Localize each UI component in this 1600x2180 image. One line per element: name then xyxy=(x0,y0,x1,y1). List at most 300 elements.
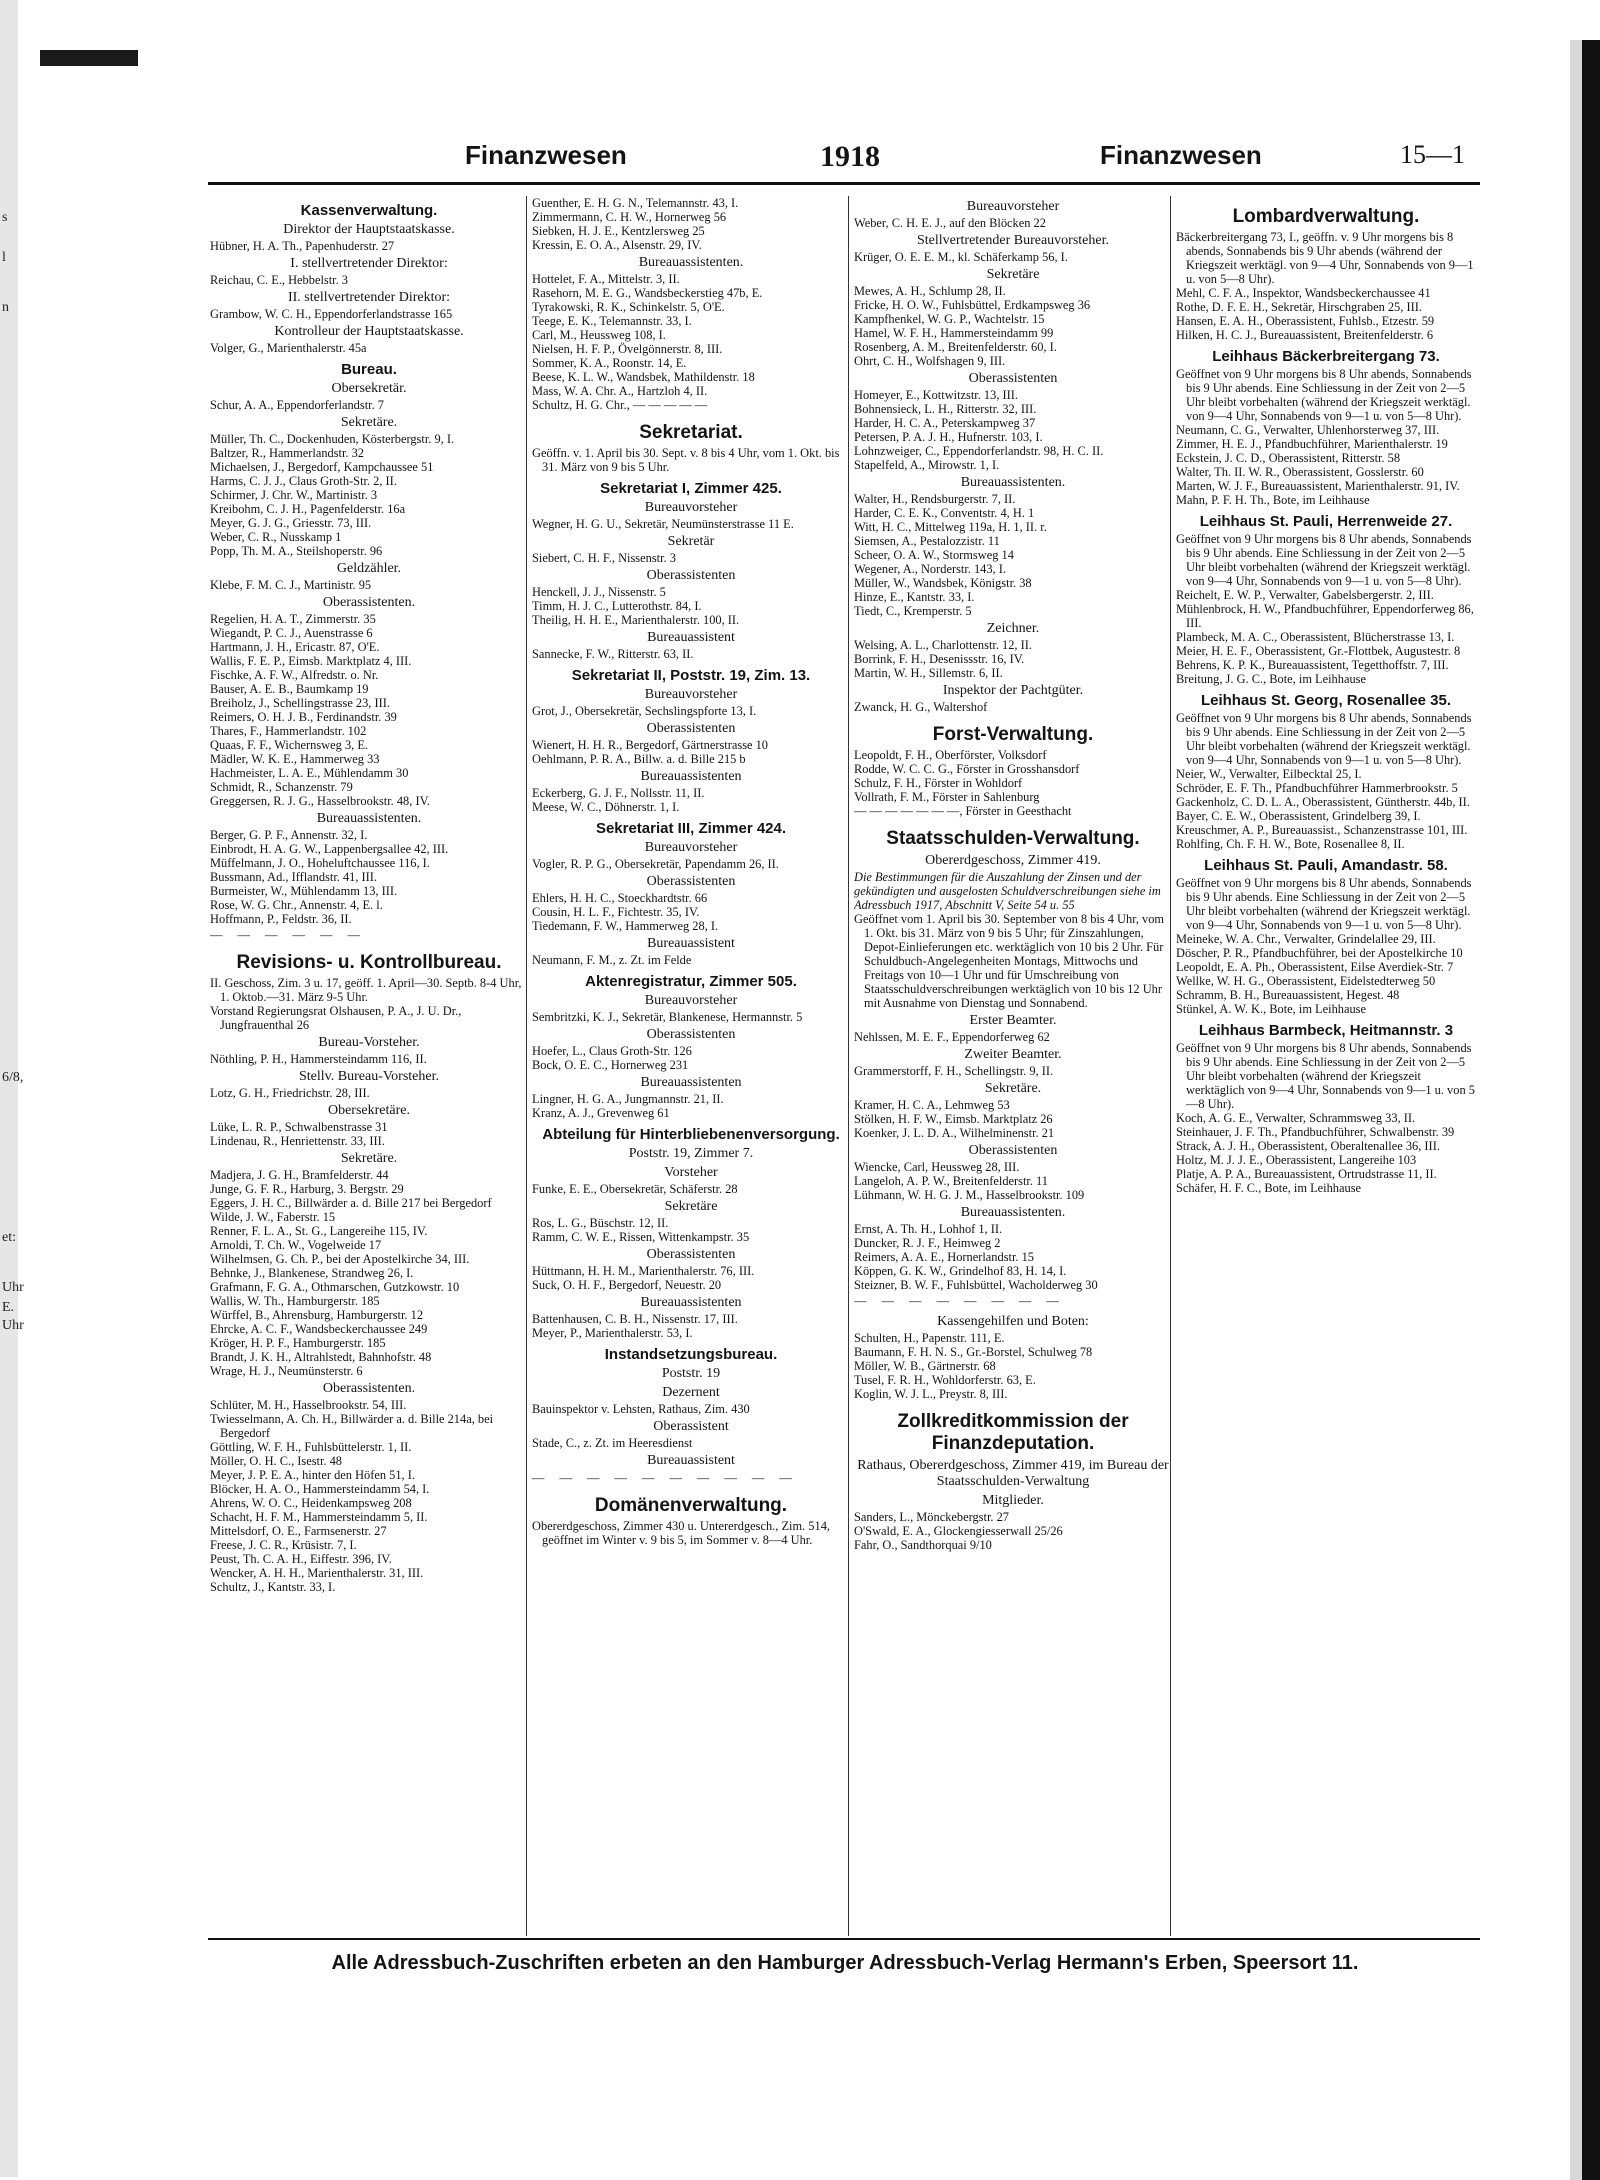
directory-entry: Wilhelmsen, G. Ch. P., bei der Apostelkirche 34, III. xyxy=(210,1252,470,1266)
subheading: Bureauvorsteher xyxy=(644,500,738,515)
directory-entry: Schulten, H., Papenstr. 111, E. xyxy=(854,1331,1005,1345)
directory-entry: Blöcker, H. A. O., Hammersteindamm 54, I. xyxy=(210,1482,430,1496)
subheading: Bureau-Vorsteher. xyxy=(318,1035,420,1050)
directory-entry: Schulz, F. H., Förster in Wohldorf xyxy=(854,776,1023,790)
directory-entry: II. Geschoss, Zim. 3 u. 17, geöff. 1. April—30. Septb. 8-4 Uhr, 1. Oktob.—31. März 9-5 Uhr. xyxy=(210,976,522,1004)
directory-entry: Michaelsen, J., Bergedorf, Kampchaussee 51 xyxy=(210,460,434,474)
scan-left-edge xyxy=(0,0,24,2177)
directory-entry: Lüke, L. R. P., Schwalbenstrasse 31 xyxy=(210,1120,388,1134)
subheading: II. stellvertretender Direktor: xyxy=(287,290,451,305)
subheading: Bureauvorsteher xyxy=(644,687,738,702)
subheading: Oberassistenten. xyxy=(322,595,416,610)
directory-entry: Müller, W., Wandsbek, Königstr. 38 xyxy=(854,576,1032,590)
directory-entry: Wilde, J. W., Faberstr. 15 xyxy=(210,1210,336,1224)
directory-entry: Peust, Th. C. A. H., Eiffestr. 396, IV. xyxy=(210,1552,392,1566)
subheading: Oberassistenten xyxy=(646,874,736,889)
directory-entry: Stölken, H. F. W., Eimsb. Marktplatz 26 xyxy=(854,1112,1053,1126)
directory-entry: Teege, E. K., Telemannstr. 33, I. xyxy=(532,314,692,328)
directory-entry: Geöffnet von 9 Uhr morgens bis 8 Uhr abends, Sonnabends bis 9 Uhr abends. Eine Schliessung in der Zeit von 2—5 Uhr bleibt vorbehalten (während der Kriegszeit werktägl. von 9—4 Uhr, Sonnabends von 9—1 u. von 5—8 Uhr). xyxy=(1176,711,1472,767)
directory-entry: Kramer, H. C. A., Lehmweg 53 xyxy=(854,1098,1010,1112)
margin-fragment: l xyxy=(2,250,6,265)
directory-entry: Mädler, W. K. E., Hammerweg 33 xyxy=(210,752,380,766)
directory-entry: Witt, H. C., Mittelweg 119a, H. 1, II. r. xyxy=(854,520,1047,534)
margin-fragment: Uhr xyxy=(2,1318,24,1333)
directory-entry: Göttling, W. F. H., Fuhlsbüttelerstr. 1, II. xyxy=(210,1440,412,1454)
subheading: Bureauassistent xyxy=(647,630,735,645)
directory-entry: Grammerstorff, F. H., Schellingstr. 9, II. xyxy=(854,1064,1054,1078)
subheading: Erster Beamter. xyxy=(969,1013,1057,1028)
directory-entry: Fahr, O., Sandthorquai 9/10 xyxy=(854,1538,992,1552)
section-title: Lombardverwaltung. xyxy=(1232,206,1420,227)
directory-entry: Mewes, A. H., Schlump 28, II. xyxy=(854,284,1006,298)
directory-entry: Geöffnet von 9 Uhr morgens bis 8 Uhr abends, Sonnabends bis 9 Uhr abends. Eine Schliessung in der Zeit von 2—5 Uhr bleibt vorbehalten (während der Kriegszeit werktäglich von 9—4 Uhr, Sonnabends von 9—1 u. von 5—8 Uhr). xyxy=(1176,1041,1475,1111)
subheading: Mitglieder. xyxy=(982,1493,1044,1508)
directory-entry: Neumann, F. M., z. Zt. im Felde xyxy=(532,953,692,967)
footer-rule xyxy=(208,1938,1480,1940)
directory-entry: Regelien, H. A. T., Zimmerstr. 35 xyxy=(210,612,376,626)
directory-entry: Tusel, F. R. H., Wohldorferstr. 63, E. xyxy=(854,1373,1036,1387)
section-title: Sekretariat. xyxy=(639,422,743,443)
directory-entry: Nöthling, P. H., Hammersteindamm 116, II. xyxy=(210,1052,427,1066)
subheading: Stellvertretender Bureauvorsteher. xyxy=(916,233,1110,248)
directory-entry: Wegner, H. G. U., Sekretär, Neumünsterstrasse 11 E. xyxy=(532,517,794,531)
margin-fragment: et: xyxy=(2,1230,16,1245)
directory-entry: Behnke, J., Blankenese, Strandweg 26, I. xyxy=(210,1266,414,1280)
directory-entry: Ros, L. G., Büschstr. 12, II. xyxy=(532,1216,669,1230)
directory-entry: Wrage, H. J., Neumünsterstr. 6 xyxy=(210,1364,363,1378)
directory-entry: Geöffnet von 9 Uhr morgens bis 8 Uhr abends, Sonnabends bis 9 Uhr abends. Eine Schliessung in der Zeit von 2—5 Uhr bleibt vorbehalten (während der Kriegszeit werktägl. von 9—4 Uhr, Sonnabends von 9—1 u. von 5—8 Uhr). xyxy=(1176,876,1472,932)
subheading: Bureauassistenten xyxy=(640,1295,742,1310)
section-title: Revisions- u. Kontrollbureau. xyxy=(236,952,502,973)
directory-entry: Kranz, A. J., Grevenweg 61 xyxy=(532,1106,670,1120)
directory-entry: Zimmermann, C. H. W., Hornerweg 56 xyxy=(532,210,727,224)
section-heading: Leihhaus Barmbeck, Heitmannstr. 3 xyxy=(1198,1022,1454,1039)
directory-entry: Madjera, J. G. H., Bramfelderstr. 44 xyxy=(210,1168,389,1182)
directory-entry: Weber, C. R., Nusskamp 1 xyxy=(210,530,342,544)
directory-entry: Krüger, O. E. E. M., kl. Schäferkamp 56, I. xyxy=(854,250,1068,264)
directory-entry: Renner, F. L. A., St. G., Langereihe 115, IV. xyxy=(210,1224,428,1238)
directory-entry: Walter, Th. II. W. R., Oberassistent, Gosslerstr. 60 xyxy=(1176,465,1424,479)
subheading: Sekretäre xyxy=(664,1199,718,1214)
directory-entry: Vollrath, F. M., Förster in Sahlenburg xyxy=(854,790,1040,804)
directory-entry: Freese, J. C. R., Krüsistr. 7, I. xyxy=(210,1538,357,1552)
subheading: Obersekretär. xyxy=(331,381,407,396)
directory-entry: Rasehorn, M. E. G., Wandsbeckerstieg 47b, E. xyxy=(532,286,763,300)
location-note: Kassengehilfen und Boten: xyxy=(937,1314,1089,1329)
directory-entry: Vorstand Regierungsrat Olshausen, P. A., J. U. Dr., Jungfrauenthal 26 xyxy=(210,1004,462,1032)
directory-entry: Gackenholz, C. D. L. A., Oberassistent, Güntherstr. 44b, II. xyxy=(1176,795,1470,809)
margin-fragment: E. xyxy=(2,1300,15,1315)
directory-entry: Hilken, H. C. J., Bureauassistent, Breitenfelderstr. 6 xyxy=(1176,328,1434,342)
subheading: Bureauassistenten xyxy=(640,1075,742,1090)
directory-entry: Mühlenbrock, H. W., Pfandbuchführer, Eppendorferweg 86, III. xyxy=(1176,602,1474,630)
directory-entry: Bayer, C. E. W., Oberassistent, Grindelberg 39, I. xyxy=(1176,809,1421,823)
directory-entry: Greggersen, R. J. G., Hasselbrookstr. 48, IV. xyxy=(210,794,431,808)
directory-entry: Ernst, A. Th. H., Lohhof 1, II. xyxy=(854,1222,1003,1236)
directory-entry: Meier, H. E. F., Oberassistent, Gr.-Flottbek, Augustestr. 8 xyxy=(1176,644,1461,658)
directory-entry: Müller, Th. C., Dockenhuden, Kösterbergstr. 9, I. xyxy=(210,432,455,446)
subheading: Stellv. Bureau-Vorsteher. xyxy=(299,1069,439,1084)
subheading: Direktor der Hauptstaatskasse. xyxy=(283,222,455,237)
directory-entry: Brandt, J. K. H., Altrahlstedt, Bahnhofstr. 48 xyxy=(210,1350,432,1364)
directory-entry: Berger, G. P. F., Annenstr. 32, I. xyxy=(210,828,368,842)
directory-entry: Wegener, A., Norderstr. 143, I. xyxy=(854,562,1006,576)
section-heading: Sekretariat I, Zimmer 425. xyxy=(600,480,782,497)
directory-entry: Nielsen, H. F. P., Övelgönnerstr. 8, III. xyxy=(532,342,723,356)
section-heading: Leihhaus St. Pauli, Amandastr. 58. xyxy=(1204,857,1448,874)
directory-entry: Bussmann, Ad., Ifflandstr. 41, III. xyxy=(210,870,378,884)
directory-entry: Reichelt, E. W. P., Verwalter, Gabelsbergerstr. 2, III. xyxy=(1176,588,1434,602)
directory-entry: Tiedemann, F. W., Hammerweg 28, I. xyxy=(532,919,719,933)
section-heading: Aktenregistratur, Zimmer 505. xyxy=(585,973,797,990)
subheading: I. stellvertretender Direktor: xyxy=(290,256,448,271)
directory-entry: Schmidt, R., Schanzenstr. 79 xyxy=(210,780,353,794)
section-heading: Sekretariat III, Zimmer 424. xyxy=(595,820,787,837)
directory-entry: Mittelsdorf, O. E., Farmsenerstr. 27 xyxy=(210,1524,387,1538)
directory-entry: Bock, O. E. C., Hornerweg 231 xyxy=(532,1058,689,1072)
header-year: 1918 xyxy=(820,140,880,173)
directory-entry: Lindenau, R., Henriettenstr. 33, III. xyxy=(210,1134,385,1148)
directory-entry: Lotz, G. H., Friedrichstr. 28, III. xyxy=(210,1086,370,1100)
italic-note: Die Bestimmungen für die Auszahlung der Zinsen und der gekündigten und ausgelosten Schuldverschreibungen siehe im Adressbuch 1917, Abschnitt V, Seite 54 u. 55 xyxy=(854,870,1161,912)
scan-right-shadow xyxy=(1570,40,1582,2180)
directory-entry: Lohnzweiger, C., Eppendorferlandstr. 98, H. C. II. xyxy=(854,444,1104,458)
directory-entry: Möller, W. B., Gärtnerstr. 68 xyxy=(854,1359,996,1373)
directory-entry: Vogler, R. P. G., Obersekretär, Papendamm 26, II. xyxy=(532,857,779,871)
directory-entry: Bohnensieck, L. H., Ritterstr. 32, III. xyxy=(854,402,1037,416)
directory-entry: Eckerberg, G. J. F., Nollsstr. 11, II. xyxy=(532,786,705,800)
subheading: Bureauassistenten. xyxy=(960,1205,1066,1220)
directory-entry: Plambeck, M. A. C., Oberassistent, Blücherstrasse 13, I. xyxy=(1176,630,1455,644)
directory-entry: Schur, A. A., Eppendorferlandstr. 7 xyxy=(210,398,384,412)
directory-entry: Ramm, C. W. E., Rissen, Wittenkampstr. 35 xyxy=(532,1230,750,1244)
directory-entry: Rohlfing, Ch. F. H. W., Bote, Rosenallee 8, II. xyxy=(1176,837,1405,851)
directory-entry: Oehlmann, P. R. A., Billw. a. d. Bille 215 b xyxy=(532,752,746,766)
directory-entry: Eckstein, J. C. D., Oberassistent, Ritterstr. 58 xyxy=(1176,451,1401,465)
directory-entry: Bäckerbreitergang 73, I., geöffn. v. 9 Uhr morgens bis 8 abends, Sonnabends bis 9 Uhr abends (während der Kriegszeit werktägl. von 9—4 Uhr, Sonnabends von 9—1 u. von 5—8 Uhr). xyxy=(1176,230,1474,286)
section-heading: Abteilung für Hinterbliebenenversorgung. xyxy=(542,1126,840,1143)
directory-entry: Theilig, H. H. E., Marienthalerstr. 100, II. xyxy=(532,613,740,627)
directory-entry: Bauinspektor v. Lehsten, Rathaus, Zim. 430 xyxy=(532,1402,750,1416)
directory-entry: Siebert, C. H. F., Nissenstr. 3 xyxy=(532,551,676,565)
subheading: Geldzähler. xyxy=(336,561,402,576)
directory-entry: Fischke, A. F. W., Alfredstr. o. Nr. xyxy=(210,668,379,682)
directory-entry: Rose, W. G. Chr., Annenstr. 4, E. l. xyxy=(210,898,383,912)
directory-entry: Siemsen, A., Pestalozzistr. 11 xyxy=(854,534,1000,548)
directory-entry: Schultz, J., Kantstr. 33, I. xyxy=(210,1580,336,1594)
directory-entry: Hansen, E. A. H., Oberassistent, Fuhlsb., Etzestr. 59 xyxy=(1176,314,1435,328)
directory-entry: Schramm, B. H., Bureauassistent, Hegest. 48 xyxy=(1176,988,1400,1002)
directory-entry: Tiedt, C., Kremperstr. 5 xyxy=(854,604,972,618)
directory-entry: Nehlssen, M. E. F., Eppendorferweg 62 xyxy=(854,1030,1050,1044)
margin-fragment: n xyxy=(2,300,9,315)
directory-entry: Grot, J., Obersekretär, Sechslingspforte 13, I. xyxy=(532,704,757,718)
directory-entry: Carl, M., Heussweg 108, I. xyxy=(532,328,666,342)
section-heading: Leihhaus St. Georg, Rosenallee 35. xyxy=(1200,692,1452,709)
column-3 xyxy=(854,196,1172,1936)
directory-entry: Hinze, E., Kantstr. 33, I. xyxy=(854,590,975,604)
directory-entry: Cousin, H. L. F., Fichtestr. 35, IV. xyxy=(532,905,700,919)
directory-entry: Reimers, O. H. J. B., Ferdinandstr. 39 xyxy=(210,710,397,724)
section-heading: Leihhaus Bäckerbreitergang 73. xyxy=(1212,348,1440,365)
subheading: Oberassistenten xyxy=(968,1143,1058,1158)
subheading: Zweiter Beamter. xyxy=(964,1047,1062,1062)
section-title: Staatsschulden-Verwaltung. xyxy=(886,828,1140,849)
directory-entry: Schultz, H. G. Chr., — — — — — xyxy=(532,398,708,412)
directory-entry: Koch, A. G. E., Verwalter, Schrammsweg 33, II. xyxy=(1176,1111,1416,1125)
page-number: 15—1 xyxy=(1400,140,1465,169)
location-note: Rathaus, Obererdgeschoss, Zimmer 419, im Bureau der Staatsschulden-Verwaltung xyxy=(857,1458,1169,1489)
separator-dashes: — — — — — — xyxy=(210,928,366,942)
directory-entry: Siebken, H. J. E., Kentzlersweg 25 xyxy=(532,224,705,238)
publisher-footer: Alle Adressbuch-Zuschriften erbeten an den Hamburger Adressbuch-Verlag Hermann's Erben, Speersort 11. xyxy=(331,1952,1359,1974)
subheading: Zeichner. xyxy=(986,621,1040,636)
directory-entry: Hoffmann, P., Feldstr. 36, II. xyxy=(210,912,352,926)
column-4 xyxy=(1176,196,1476,1936)
directory-entry: Lühmann, W. H. G. J. M., Hasselbrookstr. 109 xyxy=(854,1188,1085,1202)
directory-entry: Ahrens, W. O. C., Heidenkampsweg 208 xyxy=(210,1496,412,1510)
subheading: Bureauassistent xyxy=(647,1453,735,1468)
directory-entry: Müffelmann, J. O., Hoheluftchaussee 116, I. xyxy=(210,856,430,870)
directory-entry: Wellke, W. H. G., Oberassistent, Eidelstedterweg 50 xyxy=(1176,974,1436,988)
directory-entry: Junge, G. F. R., Harburg, 3. Bergstr. 29 xyxy=(210,1182,404,1196)
directory-page xyxy=(180,120,1480,2040)
directory-entry: Mehl, C. F. A., Inspektor, Wandsbeckerchaussee 41 xyxy=(1176,286,1431,300)
subheading: Inspektor der Pachtgüter. xyxy=(942,683,1084,698)
directory-entry: Kreuschmer, A. P., Bureauassist., Schanzenstrasse 101, III. xyxy=(1176,823,1468,837)
directory-entry: Breiholz, J., Schellingstrasse 23, III. xyxy=(210,696,390,710)
subheading: Oberassistenten. xyxy=(322,1381,416,1396)
subheading: Bureauvorsteher xyxy=(966,199,1060,214)
directory-entry: Harder, H. C. A., Peterskampweg 37 xyxy=(854,416,1036,430)
directory-entry: Mahn, P. F. H. Th., Bote, im Leihhause xyxy=(1176,493,1370,507)
subheading: Bureauassistenten. xyxy=(960,475,1066,490)
subheading: Oberassistenten xyxy=(646,568,736,583)
directory-entry: Tyrakowski, R. K., Schinkelstr. 5, O'E. xyxy=(532,300,725,314)
section-heading: Instandsetzungsbureau. xyxy=(604,1346,778,1363)
subheading: Bureauassistenten. xyxy=(638,255,744,270)
separator-dashes: — — — — — — — — xyxy=(854,1294,1065,1308)
subheading: Sekretäre xyxy=(986,267,1040,282)
directory-entry: Döscher, P. R., Pfandbuchführer, bei der Apostelkirche 10 xyxy=(1176,946,1463,960)
subheading: Obersekretäre. xyxy=(327,1103,410,1118)
directory-entry: Beese, K. L. W., Wandsbek, Mathildenstr. 18 xyxy=(532,370,755,384)
directory-entry: Henckell, J. J., Nissenstr. 5 xyxy=(532,585,666,599)
section-heading: Sekretariat II, Poststr. 19, Zim. 13. xyxy=(571,667,811,684)
directory-entry: Platje, A. P. A., Bureauassistent, Ortrudstrasse 11, II. xyxy=(1176,1167,1437,1181)
location-note: Poststr. 19 xyxy=(661,1366,721,1381)
directory-entry: Grafmann, F. G. A., Othmarschen, Gutzkowstr. 10 xyxy=(210,1280,460,1294)
header-right-title: Finanzwesen xyxy=(1100,140,1262,170)
subheading: Vorsteher xyxy=(664,1165,718,1180)
directory-entry: Stade, C., z. Zt. im Heeresdienst xyxy=(532,1436,693,1450)
directory-entry: Hoefer, L., Claus Groth-Str. 126 xyxy=(532,1044,692,1058)
directory-entry: Leopoldt, E. A. Ph., Oberassistent, Eilse Averdiek-Str. 7 xyxy=(1176,960,1454,974)
directory-entry: Funke, E. E., Obersekretär, Schäferstr. 28 xyxy=(532,1182,738,1196)
directory-entry: Einbrodt, H. A. G. W., Lappenbergsallee 42, III. xyxy=(210,842,449,856)
directory-entry: Homeyer, E., Kottwitzstr. 13, III. xyxy=(854,388,1018,402)
directory-entry: Geöffn. v. 1. April bis 30. Sept. v. 8 bis 4 Uhr, vom 1. Okt. bis 31. März von 9 bis 5 Uhr. xyxy=(532,446,840,474)
subheading: Sekretäre. xyxy=(340,415,398,430)
directory-entry: Walter, H., Rendsburgerstr. 7, II. xyxy=(854,492,1016,506)
directory-entry: Martin, W. H., Sillemstr. 6, II. xyxy=(854,666,1003,680)
subheading: Oberassistenten xyxy=(646,721,736,736)
margin-fragment: Uhr xyxy=(2,1280,24,1295)
directory-entry: Würffel, B., Ahrensburg, Hamburgerstr. 12 xyxy=(210,1308,424,1322)
subheading: Oberassistenten xyxy=(646,1027,736,1042)
section-heading: Leihhaus St. Pauli, Herrenweide 27. xyxy=(1199,513,1453,530)
directory-entry: Battenhausen, C. B. H., Nissenstr. 17, III. xyxy=(532,1312,738,1326)
directory-entry: Mass, W. A. Chr. A., Hartzloh 4, II. xyxy=(532,384,708,398)
directory-entry: Sembritzki, K. J., Sekretär, Blankenese, Hermannstr. 5 xyxy=(532,1010,803,1024)
directory-entry: Grambow, W. C. H., Eppendorferlandstrasse 165 xyxy=(210,307,453,321)
directory-entry: Neier, W., Verwalter, Eilbecktal 25, I. xyxy=(1176,767,1362,781)
directory-entry: Stünkel, A. W. K., Bote, im Leihhause xyxy=(1176,1002,1366,1016)
directory-entry: Meyer, J. P. E. A., hinter den Höfen 51, I. xyxy=(210,1468,415,1482)
directory-entry: Popp, Th. M. A., Steilshoperstr. 96 xyxy=(210,544,383,558)
directory-entry: Wallis, F. E. P., Eimsb. Marktplatz 4, III. xyxy=(210,654,412,668)
directory-entry: Rosenberg, A. M., Breitenfelderstr. 60, I. xyxy=(854,340,1057,354)
directory-entry: Köppen, G. K. W., Grindelhof 83, H. 14, I. xyxy=(854,1264,1067,1278)
subheading: Oberassistenten xyxy=(646,1247,736,1262)
directory-entry: Stapelfeld, A., Mirowstr. 1, I. xyxy=(854,458,1000,472)
column-divider xyxy=(848,196,849,1936)
directory-entry: Hamel, W. F. H., Hammersteindamm 99 xyxy=(854,326,1054,340)
subheading: Bureauassistenten xyxy=(640,769,742,784)
directory-entry: Leopoldt, F. H., Oberförster, Volksdorf xyxy=(854,748,1047,762)
directory-entry: Baltzer, R., Hammerlandstr. 32 xyxy=(210,446,365,460)
directory-entry: Klebe, F. M. C. J., Martinistr. 95 xyxy=(210,578,372,592)
directory-entry: Quaas, F. F., Wichernsweg 3, E. xyxy=(210,738,368,752)
subheading: Dezernent xyxy=(662,1385,720,1400)
subheading: Bureauassistenten. xyxy=(316,811,422,826)
directory-entry: Petersen, P. A. J. H., Hufnerstr. 103, I. xyxy=(854,430,1043,444)
directory-entry: Rothe, D. F. E. H., Sekretär, Hirschgraben 25, III. xyxy=(1176,300,1422,314)
directory-entry: Kressin, E. O. A., Alsenstr. 29, IV. xyxy=(532,238,702,252)
directory-entry: Schröder, E. F. Th., Pfandbuchführer Hammerbrookstr. 5 xyxy=(1176,781,1458,795)
subheading: Bureauvorsteher xyxy=(644,993,738,1008)
section-title: Forst-Verwaltung. xyxy=(932,724,1094,745)
margin-fragment: s xyxy=(2,210,8,225)
directory-entry: Langeloh, A. P. W., Breitenfelderstr. 11 xyxy=(854,1174,1048,1188)
directory-entry: Harms, C. J. J., Claus Groth-Str. 2, II. xyxy=(210,474,397,488)
directory-entry: Duncker, R. J. F., Heimweg 2 xyxy=(854,1236,1001,1250)
directory-entry: Schlüter, M. H., Hasselbrookstr. 54, III. xyxy=(210,1398,407,1412)
directory-entry: Möller, O. H. C., Isestr. 48 xyxy=(210,1454,343,1468)
directory-entry: Timm, H. J. C., Lutterothstr. 84, I. xyxy=(532,599,702,613)
directory-entry: Sommer, K. A., Roonstr. 14, E. xyxy=(532,356,687,370)
subheading: Kontrolleur der Hauptstaatskasse. xyxy=(274,324,464,339)
directory-entry: Koenker, J. L. D. A., Wilhelminenstr. 21 xyxy=(854,1126,1055,1140)
directory-entry: Reimers, A. A. E., Hornerlandstr. 15 xyxy=(854,1250,1034,1264)
header-rule xyxy=(208,182,1480,185)
directory-entry: Kreibohm, C. J. H., Pagenfelderstr. 16a xyxy=(210,502,406,516)
directory-entry: Twiesselmann, A. Ch. H., Billwärder a. d. Bille 214a, bei Bergedorf xyxy=(210,1412,494,1440)
directory-entry: Meyer, G. J. G., Griesstr. 73, III. xyxy=(210,516,372,530)
directory-entry: Guenther, E. H. G. N., Telemannstr. 43, I. xyxy=(532,196,739,210)
location-note: Poststr. 19, Zimmer 7. xyxy=(628,1146,754,1161)
section-title: Zollkreditkommission der Finanzdeputation. xyxy=(897,1411,1129,1454)
directory-entry: Arnoldi, T. Ch. W., Vogelweide 17 xyxy=(210,1238,382,1252)
directory-entry: Zwanck, H. G., Waltershof xyxy=(854,700,988,714)
directory-entry: Geöffnet von 9 Uhr morgens bis 8 Uhr abends, Sonnabends bis 9 Uhr abends. Eine Schliessung in der Zeit von 2—5 Uhr bleibt vorbehalten (während der Kriegszeit werktägl. von 9—4 Uhr, Sonnabends von 9—1 u. von 5—8 Uhr). xyxy=(1176,532,1472,588)
directory-entry: Geöffnet von 9 Uhr morgens bis 8 Uhr abends, Sonnabends bis 9 Uhr abends. Eine Schliessung in der Zeit von 2—5 Uhr bleibt vorbehalten (während der Kriegszeit werktägl. von 9—4 Uhr, Sonnabends von 9—1 u. von 5—8 Uhr). xyxy=(1176,367,1472,423)
directory-entry: Wiegandt, P. C. J., Auenstrasse 6 xyxy=(210,626,373,640)
directory-entry: Hachmeister, L. A. E., Mühlendamm 30 xyxy=(210,766,409,780)
directory-entry: Behrens, K. P. K., Bureauassistent, Tegetthoffstr. 7, III. xyxy=(1176,658,1449,672)
section-heading: Bureau. xyxy=(341,361,397,378)
section-heading: Kassenverwaltung. xyxy=(300,202,438,219)
location-note: Obererdgeschoss, Zimmer 419. xyxy=(925,853,1101,868)
subheading: Sekretäre. xyxy=(340,1151,398,1166)
subheading: Oberassistent xyxy=(653,1419,729,1434)
directory-entry: Harder, C. E. K., Conventstr. 4, H. 1 xyxy=(854,506,1035,520)
directory-entry: Sannecke, F. W., Ritterstr. 63, II. xyxy=(532,647,694,661)
directory-entry: Thares, F., Hammerlandstr. 102 xyxy=(210,724,367,738)
directory-entry: — — — — — — —, Förster in Geesthacht xyxy=(854,804,1072,818)
column-divider xyxy=(526,196,527,1936)
scan-right-edge xyxy=(1582,40,1600,2180)
directory-entry: Geöffnet vom 1. April bis 30. September von 8 bis 4 Uhr, vom 1. Okt. bis 31. März von 9 bis 5 Uhr; für Zinszahlungen, Depot-Einlieferungen etc. werktäglich von 10 bis 2 Uhr. Für Schuldbuch-Angelegenheiten Montags, Mittwochs und Freitags von 10—1 Uhr und für Umschreibung von Staatsschuldverschreibungen werktäglich von 10 bis 12 Uhr mit Ausnahme von Dienstag und Sonnabend. xyxy=(854,912,1165,1010)
directory-entry: O'Swald, E. A., Glockengiesserwall 25/26 xyxy=(854,1524,1063,1538)
directory-entry: Sanders, L., Mönckebergstr. 27 xyxy=(854,1510,1009,1524)
directory-entry: Hüttmann, H. H. M., Marienthalerstr. 76, III. xyxy=(532,1264,755,1278)
directory-entry: Kröger, H. P. F., Hamburgerstr. 185 xyxy=(210,1336,386,1350)
directory-entry: Meyer, P., Marienthalerstr. 53, I. xyxy=(532,1326,693,1340)
directory-entry: Weber, C. H. E. J., auf den Blöcken 22 xyxy=(854,216,1046,230)
separator-dashes: — — — — — — — — — — xyxy=(532,1471,798,1485)
directory-entry: Welsing, A. L., Charlottenstr. 12, II. xyxy=(854,638,1032,652)
subheading: Oberassistenten xyxy=(968,371,1058,386)
subheading: Bureauvorsteher xyxy=(644,840,738,855)
directory-entry: Burmeister, W., Mühlendamm 13, III. xyxy=(210,884,398,898)
directory-entry: Rodde, W. C. C. G., Förster in Grosshansdorf xyxy=(854,762,1080,776)
directory-entry: Bauser, A. E. B., Baumkamp 19 xyxy=(210,682,369,696)
directory-entry: Wallis, W. Th., Hamburgerstr. 185 xyxy=(210,1294,380,1308)
directory-entry: Strack, A. J. H., Oberassistent, Oberaltenallee 36, III. xyxy=(1176,1139,1440,1153)
directory-entry: Hartmann, J. H., Ericastr. 87, O'E. xyxy=(210,640,380,654)
directory-entry: Volger, G., Marienthalerstr. 45a xyxy=(210,341,367,355)
directory-entry: Steinhauer, J. F. Th., Pfandbuchführer, Schwalbenstr. 39 xyxy=(1176,1125,1455,1139)
directory-entry: Meese, W. C., Döhnerstr. 1, I. xyxy=(532,800,680,814)
directory-entry: Neumann, C. G., Verwalter, Uhlenhorsterweg 37, III. xyxy=(1176,423,1440,437)
directory-entry: Ohrt, C. H., Wolfshagen 9, III. xyxy=(854,354,1006,368)
directory-entry: Breitung, J. G. C., Bote, im Leihhause xyxy=(1176,672,1366,686)
directory-entry: Ehlers, H. H. C., Stoeckhardtstr. 66 xyxy=(532,891,708,905)
column-1 xyxy=(210,196,528,1936)
directory-entry: Schacht, H. F. M., Hammersteindamm 5, II. xyxy=(210,1510,428,1524)
directory-entry: Borrink, F. H., Desenissstr. 16, IV. xyxy=(854,652,1025,666)
column-divider xyxy=(1170,196,1171,1936)
directory-entry: Holtz, M. J. J. E., Oberassistent, Langereihe 103 xyxy=(1176,1153,1417,1167)
directory-entry: Suck, O. H. F., Bergedorf, Neuestr. 20 xyxy=(532,1278,722,1292)
directory-entry: Lingner, H. G. A., Jungmannstr. 21, II. xyxy=(532,1092,724,1106)
directory-entry: Wienert, H. H. R., Bergedorf, Gärtnerstrasse 10 xyxy=(532,738,769,752)
section-title: Domänenverwaltung. xyxy=(594,1495,788,1516)
directory-entry: Wencker, A. H. H., Marienthalerstr. 31, III. xyxy=(210,1566,424,1580)
directory-entry: Fricke, H. O. W., Fuhlsbüttel, Erdkampsweg 36 xyxy=(854,298,1091,312)
directory-entry: Meineke, W. A. Chr., Verwalter, Grindelallee 29, III. xyxy=(1176,932,1436,946)
subheading: Bureauassistent xyxy=(647,936,735,951)
margin-fragment: 6/8, xyxy=(2,1070,24,1085)
subheading: Sekretär xyxy=(667,534,715,549)
directory-entry: Kampfhenkel, W. G. P., Wachtelstr. 15 xyxy=(854,312,1045,326)
directory-entry: Baumann, F. H. N. S., Gr.-Borstel, Schulweg 78 xyxy=(854,1345,1093,1359)
directory-entry: Obererdgeschoss, Zimmer 430 u. Untererdgesch., Zim. 514, geöffnet im Winter v. 9 bis 5, im Sommer v. 8—4 Uhr. xyxy=(532,1519,830,1547)
directory-entry: Hübner, H. A. Th., Papenhuderstr. 27 xyxy=(210,239,395,253)
directory-entry: Ehrcke, A. C. F., Wandsbeckerchaussee 249 xyxy=(210,1322,428,1336)
directory-entry: Marten, W. J. F., Bureauassistent, Marienthalerstr. 91, IV. xyxy=(1176,479,1460,493)
